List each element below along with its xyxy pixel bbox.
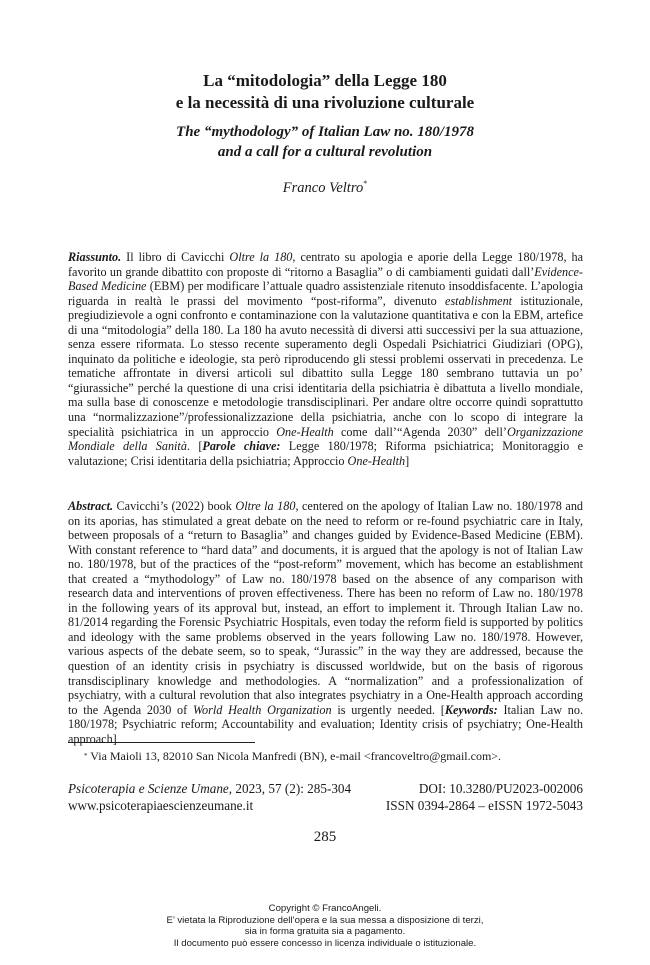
journal-citation: [68, 780, 351, 797]
riassunto-text-5: come dall’“Agenda 2030” dell’: [333, 424, 507, 439]
abstract-text-1: Cavicchi’s (2022) book: [113, 499, 236, 513]
copyright-line-3: sia in forma gratuita sia a pagamento.: [244, 926, 406, 938]
abstract-italian: [68, 250, 583, 468]
abstract-label: Abstract.: [68, 499, 114, 513]
journal-volume: , 2023, 57 (2): 285-304: [228, 781, 352, 796]
author-footnote: [84, 749, 501, 763]
page-number: 285: [313, 829, 337, 845]
journal-doi: DOI: 10.3280/PU2023-002006: [418, 781, 583, 796]
author-footnote-mark: *: [363, 179, 368, 188]
footnote-mark: *: [84, 752, 88, 760]
riassunto-label: Riassunto.: [68, 250, 122, 264]
subtitle-line-2: and a call for a cultural revolution: [217, 144, 433, 160]
parole-chiave-close: ]: [405, 453, 410, 468]
riassunto-text-4: istituzionale, pregiudizievole a ogni confronto e contaminazione con la valutazione quantitativa e con la EBM, artefice di una “mitodologia” della 180. La 180 ha avuto necessità di diversi atti successivi per la sua attuazione, senza essere riformata. Lo stesso recente superamento degli Ospedali Psichiatrici Giudiziari (OPG), inquinato da politiche e ideologie, sta però riproducendo gli stessi problemi osservati in precedenza. Le tematiche affrontate in diversi articoli sul dibattito sulla Legge 180 sembrano tuttavia un po’ “giurassiche” perché la questione di una crisi identitaria della psichiatria è dibattuta a livello mondiale, ma sulla base di conoscenze e metodologie transdisciplinari. Per andare oltre occorre quindi soprattutto una “normalizzazione”/professionalizzazione della psichiatria, anche con lo scopo di integrare la specialità psichiatrica in un approccio: [68, 293, 583, 439]
subtitle-line-1: The “mythodology” of Italian Law no. 180/1978: [176, 124, 474, 140]
parole-chiave-label: Parole chiave:: [202, 439, 281, 454]
riassunto-ebm: Evidence-Based Medicine: [68, 264, 583, 294]
copyright-line-4: Il documento può essere concesso in licenza individuale o istituzionale.: [173, 937, 477, 949]
footnote-divider: [68, 742, 255, 743]
author-text: Franco Veltro: [282, 179, 364, 196]
riassunto-one-health: One-Health: [276, 424, 334, 439]
abstract-english: [68, 499, 583, 746]
riassunto-oms: Organizzazione Mondiale della Sanità: [68, 424, 584, 454]
keywords-label: Keywords:: [444, 702, 498, 717]
article-subtitle: [60, 122, 590, 162]
riassunto-establishment: establishment: [445, 293, 513, 308]
journal-website: www.psicoterapiaescienzeumane.it: [68, 798, 254, 813]
abstract-text-2: centered on the apology of Italian Law no. 180/1978 and on its aporias, has stimulated a great debate on the need to reform or re-found psychiatric care in Italy, between proposals of a “return to Basaglia” and changes guided by Evidence-Based Medicine (EBM). With constant reference to “hard data” and documents, it is argued that the apology is not of Italian Law no. 180/1978, but of the practices of the “post-reform” movement, which has become an establishment that created a “mythodology” of Law no. 180/1978 based on the absence of any comparison with research data and interventions of proven effectiveness. There has been no reform of Law no. 180/1978 in the following years of its approval but, instead, an effort to implement it. Through Italian Law no. 81/2014 regarding the Forensic Psychiatric Hospitals, even today the reform field is supported by politics and ideology with the same problems observed in the years following Law no. 180/1978. However, various aspects of the debate seem, so to speak, “Jurassic” in the way they are addressed, because the question of an identity crisis in psychiatry is discussed worldwide, but on the basis of rigorous transdisciplinary knowledge and methodologies. A “normalization” and a professionalization of psychiatry, with a cultural revolution that also integrates psychiatry in a One-Health approach according to the Agenda 2030 of: [68, 499, 584, 717]
riassunto-text-1: Il libro di Cavicchi: [121, 250, 230, 264]
parole-chiave-one-health: One-Health: [347, 453, 406, 468]
riassunto-text-3: (EBM) per modificare l’attuale quadro assistenziale ritenuto insoddisfacente. L’apologia riguarda in realtà le prassi del movimento “post-riforma”, divenuto: [68, 279, 584, 308]
journal-title: Psicoterapia e Scienze Umane: [68, 781, 229, 796]
author-name: [60, 179, 590, 197]
copyright-notice: [0, 903, 650, 949]
footnote-text: Via Maioli 13, 82010 San Nicola Manfredi (BN), e-mail <francoveltro@gmail.com>.: [87, 749, 502, 763]
riassunto-text-6: . [: [186, 439, 203, 454]
copyright-line-2: E’ vietata la Riproduzione dell’opera e la sua messa a disposizione di terzi,: [166, 914, 484, 926]
riassunto-text-2: , centrato su apologia e aporie della Legge 180/1978, ha favorito un grande dibattito con proposte di “ritorno a Basaglia” o di cambiamenti guidati dall’: [68, 250, 583, 279]
title-block: [60, 70, 590, 197]
abstract-who: World Health Organization: [193, 702, 332, 717]
copyright-line-1: Copyright © FrancoAngeli.: [268, 903, 382, 914]
riassunto-book-title: Oltre la 180: [229, 250, 293, 264]
title-line-1: La “mitodologia” della Legge 180: [203, 71, 447, 90]
keywords-text: Italian Law no. 180/1978; Psychiatric reform; Accountability and evaluation; Identity crisis of psychiatry; One-Health approach]: [68, 702, 584, 746]
parole-chiave-text: Legge 180/1978; Riforma psichiatrica; Monitoraggio e valutazione; Crisi identitaria della psichiatria; Approccio: [68, 439, 583, 468]
journal-issn: ISSN 0394-2864 – eISSN 1972-5043: [385, 798, 583, 813]
abstract-text-3: is urgently needed. [: [331, 702, 445, 717]
article-title: [60, 70, 590, 114]
abstract-book-title: Oltre la 180,: [235, 499, 299, 513]
title-line-2: e la necessità di una rivoluzione culturale: [175, 93, 475, 112]
